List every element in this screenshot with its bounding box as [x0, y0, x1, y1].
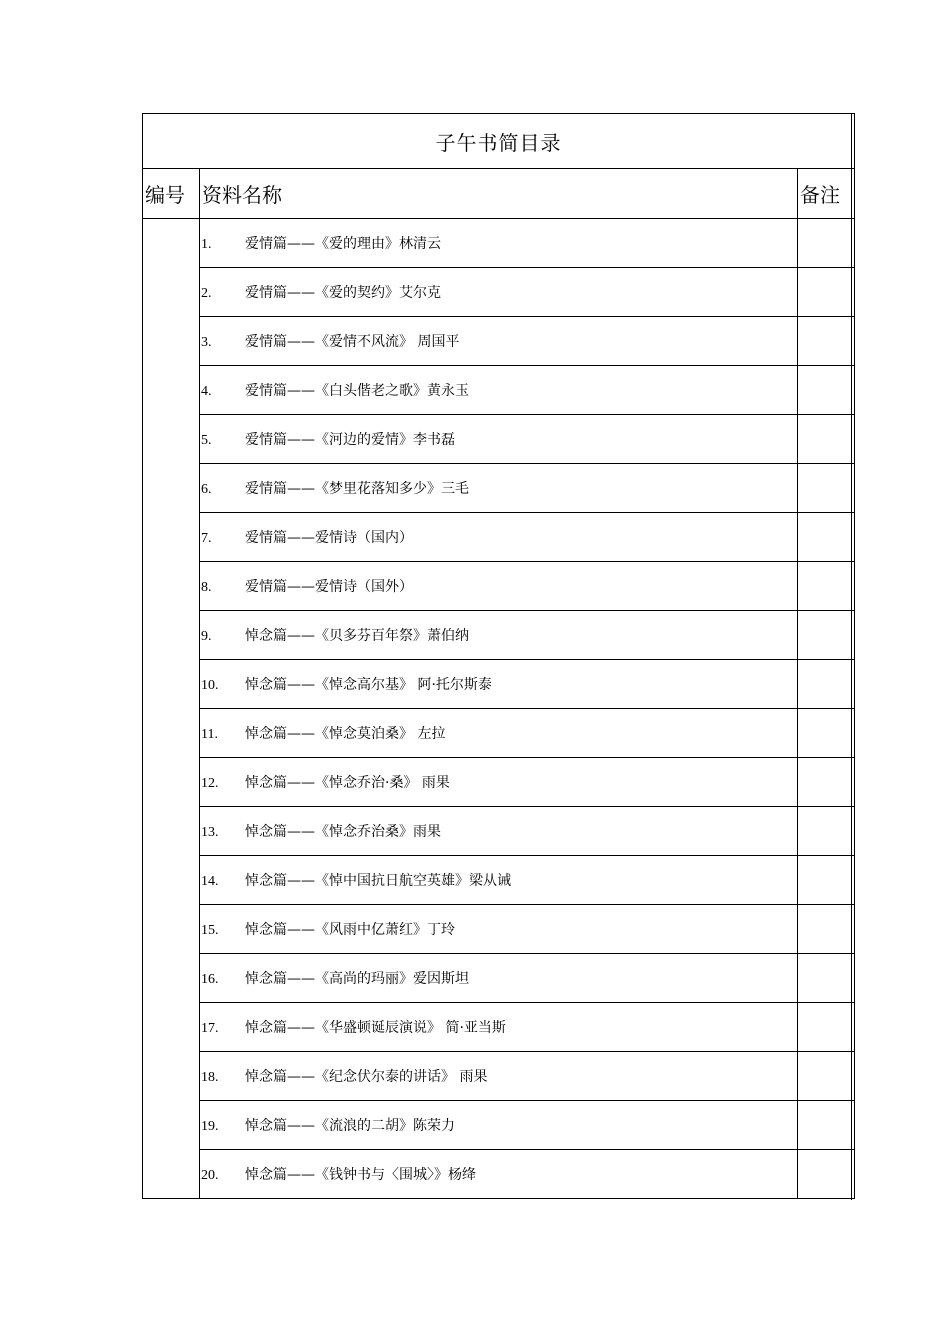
item-number: 20.: [201, 1168, 219, 1183]
catalog-table: [142, 113, 855, 1199]
item-note-cell: [798, 513, 855, 562]
table-row: [143, 709, 855, 758]
title-row: [143, 114, 855, 169]
table-row: [143, 1101, 855, 1150]
item-title: 悼念篇——《钱钟书与〈围城〉》杨绛: [245, 1167, 476, 1183]
header-notes: 备注: [798, 169, 855, 219]
item-title: 爱情篇——爱情诗（国内）: [245, 530, 413, 546]
item-note-cell: [798, 1150, 855, 1199]
item-note-cell: [798, 856, 855, 905]
item-title: 悼念篇——《风雨中亿萧红》丁玲: [245, 922, 455, 938]
item-title: 爱情篇——《爱情不风流》 周国平: [245, 334, 460, 350]
item-name-cell: [200, 856, 798, 905]
item-title: 悼念篇——《悼中国抗日航空英雄》梁从诫: [245, 873, 511, 889]
item-number: 9.: [201, 629, 212, 644]
header-row: [143, 169, 855, 219]
table-row: [143, 807, 855, 856]
item-number: 19.: [201, 1119, 219, 1134]
item-number: 4.: [201, 384, 212, 399]
item-number: 14.: [201, 874, 219, 889]
table-row: [143, 219, 855, 268]
item-note-cell: [798, 1101, 855, 1150]
item-number: 17.: [201, 1021, 219, 1036]
item-name-cell: [200, 219, 798, 268]
item-number: 18.: [201, 1070, 219, 1085]
table-row: [143, 660, 855, 709]
table-row: [143, 366, 855, 415]
table-row: [143, 856, 855, 905]
item-note-cell: [798, 660, 855, 709]
item-title: 悼念篇——《高尚的玛丽》爱因斯坦: [245, 971, 469, 987]
item-title: 爱情篇——《爱的理由》林清云: [245, 236, 441, 252]
item-number: 11.: [201, 727, 218, 742]
item-name-cell: [200, 317, 798, 366]
item-title: 悼念篇——《纪念伏尔泰的讲话》 雨果: [245, 1069, 488, 1085]
item-title: 爱情篇——《白头偕老之歌》黄永玉: [245, 383, 469, 399]
item-title: 悼念篇——《悼念高尔基》 阿·托尔斯泰: [245, 677, 492, 693]
item-name-cell: [200, 1101, 798, 1150]
item-title: 爱情篇——爱情诗（国外）: [245, 579, 413, 595]
item-number: 12.: [201, 776, 219, 791]
item-name-cell: [200, 464, 798, 513]
item-name-cell: [200, 807, 798, 856]
table-row: [143, 611, 855, 660]
table-title: 子午书简目录: [143, 114, 855, 169]
item-title: 悼念篇——《流浪的二胡》陈荣力: [245, 1118, 455, 1134]
item-name-cell: [200, 1150, 798, 1199]
item-note-cell: [798, 709, 855, 758]
item-name-cell: [200, 415, 798, 464]
item-name-cell: [200, 709, 798, 758]
item-title: 爱情篇——《梦里花落知多少》三毛: [245, 481, 469, 497]
item-name-cell: [200, 562, 798, 611]
item-note-cell: [798, 317, 855, 366]
table-row: [143, 415, 855, 464]
item-note-cell: [798, 611, 855, 660]
item-title: 悼念篇——《悼念莫泊桑》 左拉: [245, 726, 446, 742]
item-name-cell: [200, 954, 798, 1003]
item-title: 悼念篇——《贝多芬百年祭》萧伯纳: [245, 628, 469, 644]
item-note-cell: [798, 464, 855, 513]
item-note-cell: [798, 366, 855, 415]
header-number: 编号: [143, 169, 200, 219]
item-title: 悼念篇——《华盛顿诞辰演说》 简·亚当斯: [245, 1020, 506, 1036]
item-note-cell: [798, 1003, 855, 1052]
item-note-cell: [798, 758, 855, 807]
number-column-cell: [143, 219, 200, 1199]
item-name-cell: [200, 611, 798, 660]
item-note-cell: [798, 562, 855, 611]
table-row: [143, 905, 855, 954]
item-number: 5.: [201, 433, 212, 448]
item-note-cell: [798, 905, 855, 954]
item-title: 悼念篇——《悼念乔治桑》雨果: [245, 824, 441, 840]
header-name: 资料名称: [200, 169, 798, 219]
item-note-cell: [798, 954, 855, 1003]
item-name-cell: [200, 758, 798, 807]
item-name-cell: [200, 268, 798, 317]
item-number: 7.: [201, 531, 212, 546]
item-name-cell: [200, 513, 798, 562]
item-note-cell: [798, 807, 855, 856]
item-number: 13.: [201, 825, 219, 840]
item-note-cell: [798, 1052, 855, 1101]
table-row: [143, 268, 855, 317]
table-row: [143, 317, 855, 366]
item-name-cell: [200, 1003, 798, 1052]
item-number: 10.: [201, 678, 219, 693]
item-name-cell: [200, 660, 798, 709]
table-row: [143, 1150, 855, 1199]
table-row: [143, 1003, 855, 1052]
item-number: 15.: [201, 923, 219, 938]
item-number: 3.: [201, 335, 212, 350]
item-name-cell: [200, 905, 798, 954]
item-number: 2.: [201, 286, 212, 301]
item-number: 6.: [201, 482, 212, 497]
item-number: 16.: [201, 972, 219, 987]
table-row: [143, 758, 855, 807]
table-row: [143, 464, 855, 513]
outer-border-line: [851, 113, 852, 1200]
item-title: 爱情篇——《爱的契约》艾尔克: [245, 285, 441, 301]
table-row: [143, 954, 855, 1003]
item-title: 悼念篇——《悼念乔治·桑》 雨果: [245, 775, 450, 791]
table-row: [143, 1052, 855, 1101]
item-number: 1.: [201, 237, 212, 252]
item-note-cell: [798, 219, 855, 268]
item-title: 爱情篇——《河边的爱情》李书磊: [245, 432, 455, 448]
item-note-cell: [798, 268, 855, 317]
table-row: [143, 513, 855, 562]
table-row: [143, 562, 855, 611]
item-name-cell: [200, 366, 798, 415]
item-name-cell: [200, 1052, 798, 1101]
item-number: 8.: [201, 580, 212, 595]
item-note-cell: [798, 415, 855, 464]
